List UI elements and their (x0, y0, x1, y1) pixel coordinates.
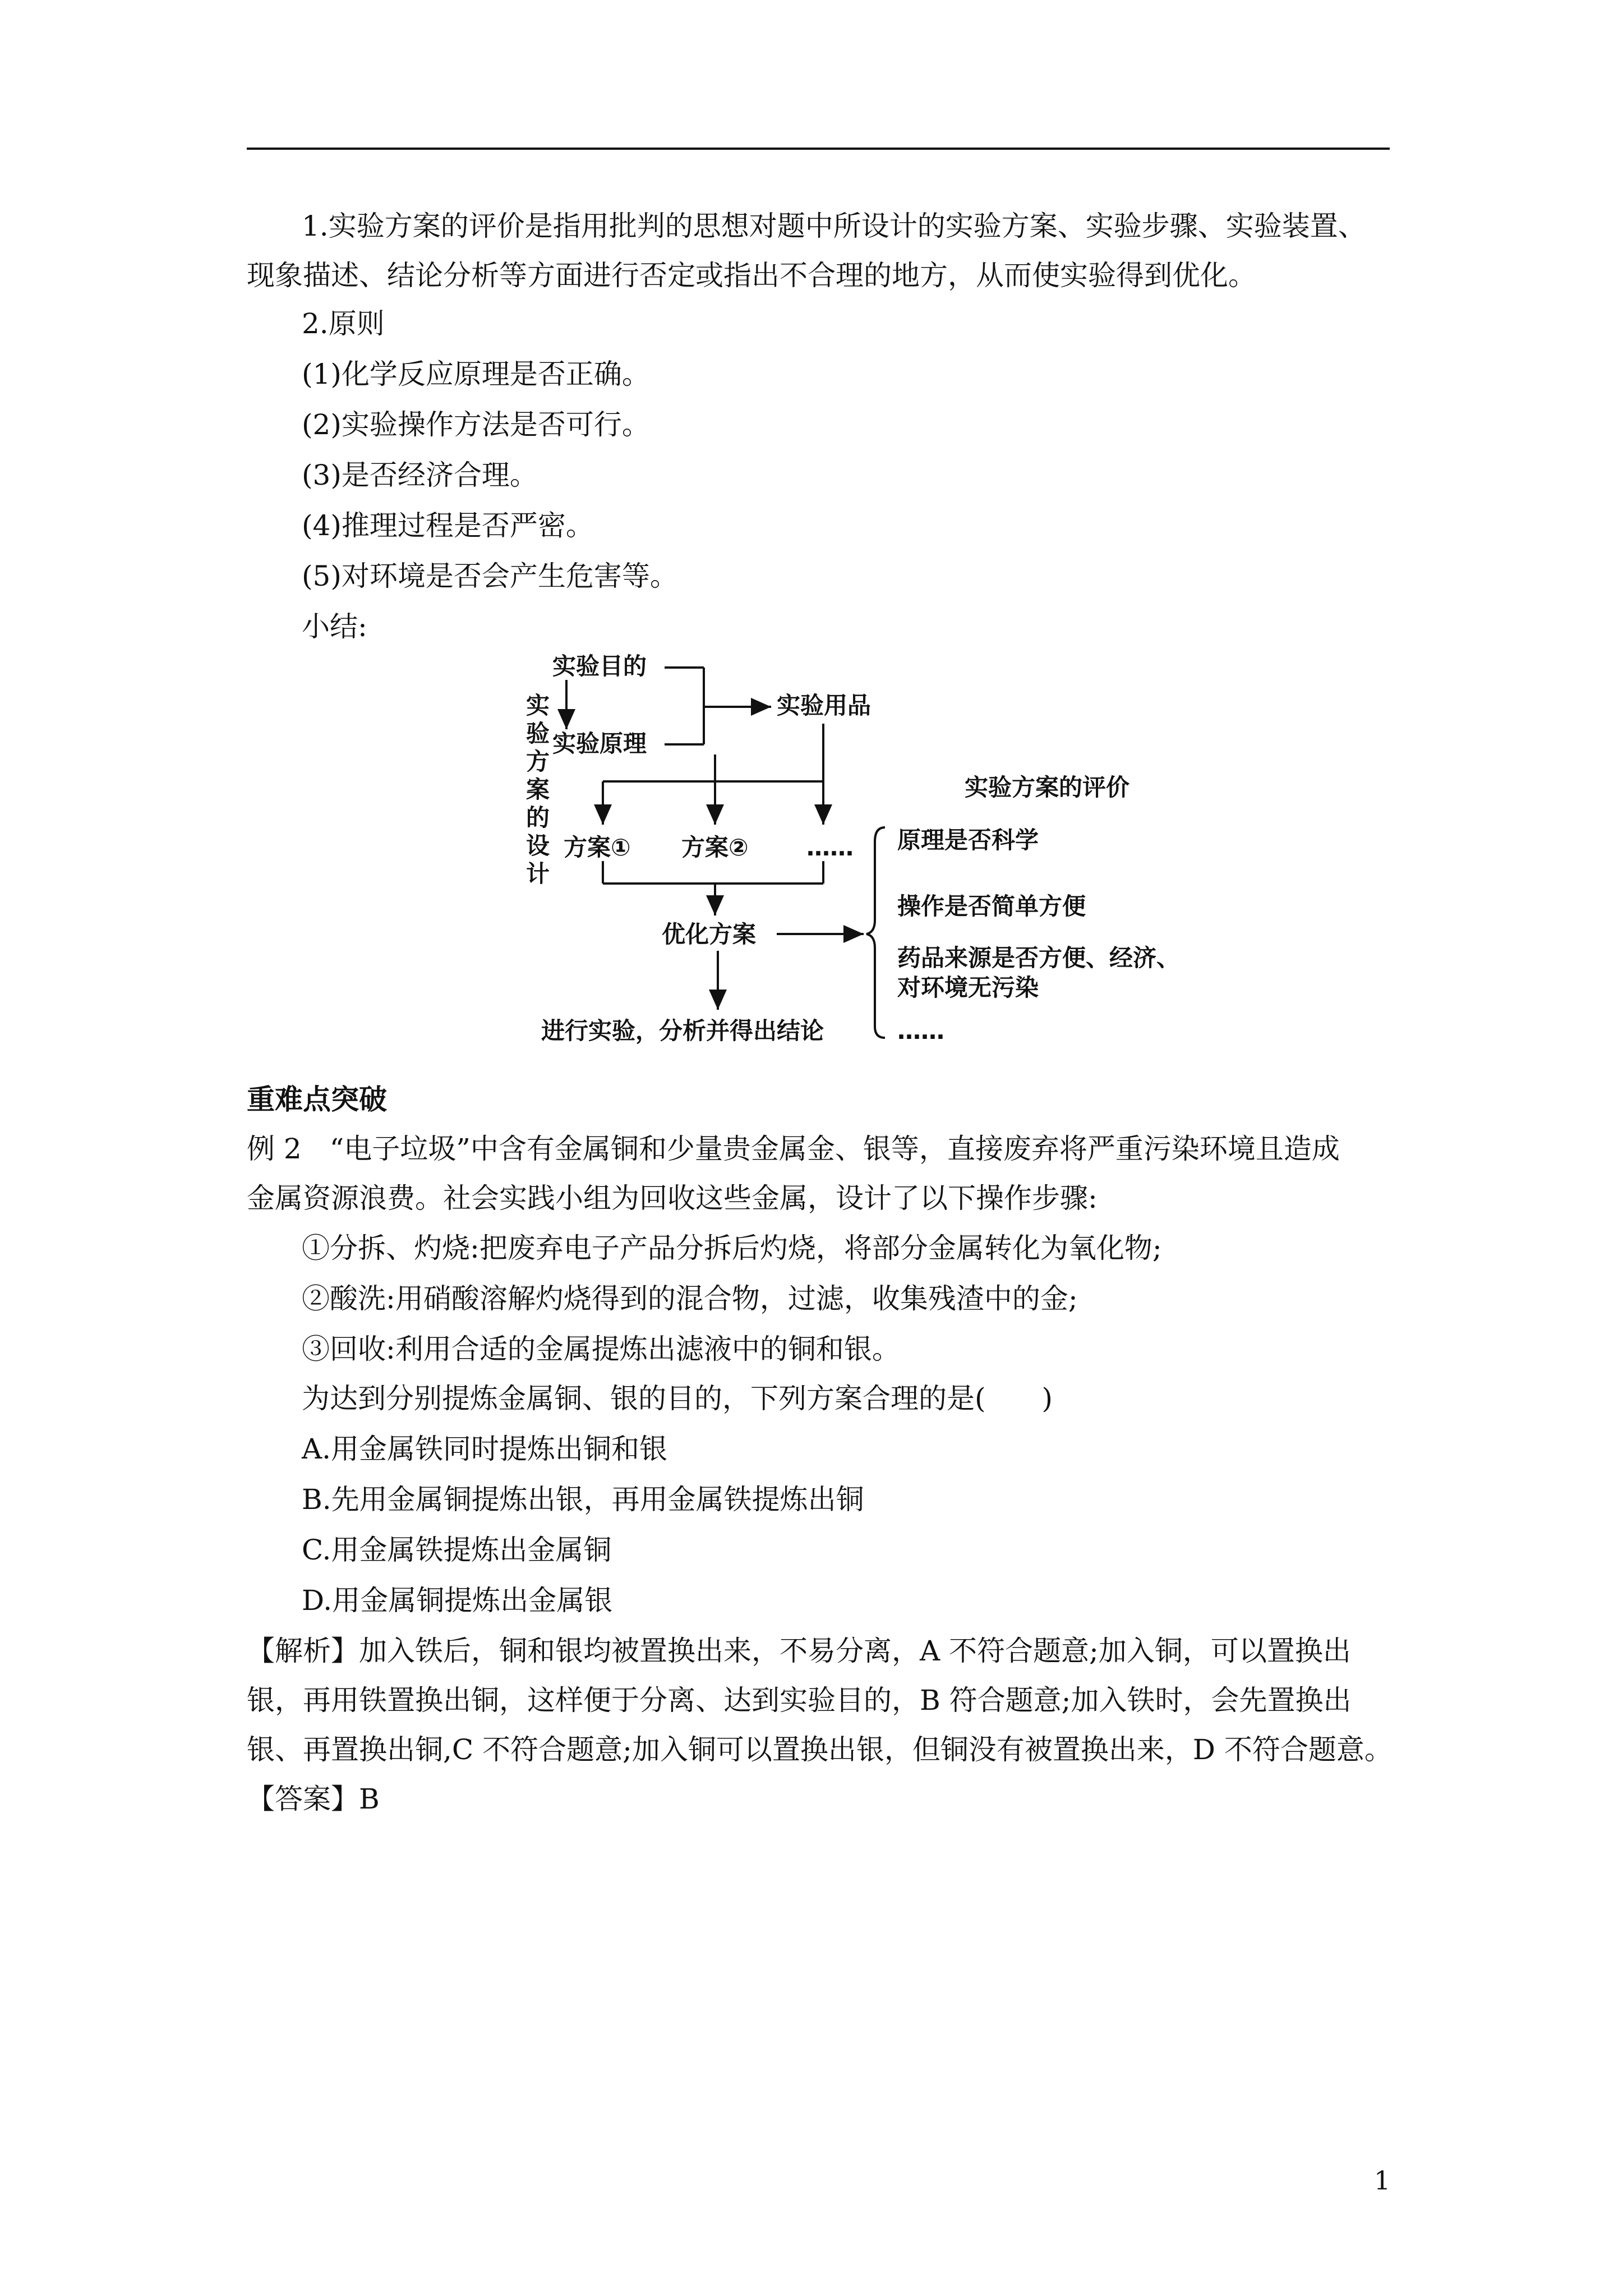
evaluation-item: 药品来源是否方便、经济、 (897, 944, 1181, 972)
definition-line-2: 现象描述、结论分析等方面进行否定或指出不合理的地方，从而使实验得到优化。 (247, 259, 1256, 292)
definition-line-1: 1.实验方案的评价是指用批判的思想对题中所设计的实验方案、实验步骤、实验装置、 (302, 210, 1366, 242)
side-label-char: 验 (526, 720, 550, 747)
option-d: D.用金属铜提炼出金属银 (302, 1584, 613, 1617)
principle-item: (4)推理过程是否严密。 (302, 509, 594, 542)
principle-item: (2)实验操作方法是否可行。 (302, 408, 650, 441)
side-label-char: 计 (526, 860, 550, 887)
analysis-line-2: 银，再用铁置换出铜，这样便于分离、达到实验目的，B 符合题意;加入铁时，会先置换出 (247, 1684, 1352, 1717)
node-conclude: 进行实验，分析并得出结论 (541, 1017, 824, 1045)
side-label-char: 案 (526, 776, 550, 803)
side-label-char: 设 (526, 832, 550, 859)
question-text: 为达到分别提炼金属铜、银的目的，下列方案合理的是( ) (302, 1382, 1053, 1415)
side-label-char: 的 (526, 804, 550, 831)
principle-item: (3)是否经济合理。 (302, 459, 538, 491)
evaluation-item: …… (897, 1017, 944, 1045)
evaluation-item: 操作是否简单方便 (897, 892, 1086, 920)
node-plan-1: 方案① (564, 834, 631, 861)
side-label-char: 方 (526, 748, 550, 775)
step-item: ①分拆、灼烧:把废弃电子产品分拆后灼烧，将部分金属转化为氧化物; (302, 1232, 1162, 1264)
side-label-char: 实 (526, 692, 550, 719)
analysis-line-3: 银、再置换出铜,C 不符合题意;加入铜可以置换出银，但铜没有被置换出来，D 不符合题意。 (247, 1733, 1393, 1766)
option-a: A.用金属铁同时提炼出铜和银 (302, 1433, 668, 1465)
node-supplies: 实验用品 (777, 692, 872, 719)
principle-item: (1)化学反应原理是否正确。 (302, 358, 650, 390)
evaluation-brace (866, 827, 885, 1038)
answer-text: 【答案】B (247, 1783, 380, 1815)
evaluation-title: 实验方案的评价 (965, 774, 1130, 801)
step-item: ③回收:利用合适的金属提炼出滤液中的铜和银。 (302, 1333, 900, 1365)
example-line-1: 例 2 “电子垃圾”中含有金属铜和少量贵金属金、银等，直接废弃将严重污染环境且造成 (247, 1133, 1340, 1165)
evaluation-item: 对环境无污染 (897, 974, 1039, 1001)
section-heading: 重难点突破 (247, 1083, 387, 1116)
analysis-line-1: 【解析】加入铁后，铜和银均被置换出来，不易分离，A 不符合题意;加入铜，可以置换出 (247, 1635, 1351, 1667)
step-item: ②酸洗:用硝酸溶解灼烧得到的混合物，过滤，收集残渣中的金; (302, 1282, 1078, 1315)
principle-item: (5)对环境是否会产生危害等。 (302, 560, 678, 592)
node-optimize: 优化方案 (662, 921, 757, 948)
evaluation-item: 原理是否科学 (897, 826, 1039, 854)
side-label-vertical (526, 692, 550, 887)
node-principle: 实验原理 (552, 730, 647, 757)
principle-title: 2.原则 (302, 307, 385, 340)
option-c: C.用金属铁提炼出金属铜 (302, 1534, 612, 1566)
experiment-design-flowchart (0, 0, 1623, 1066)
example-line-2: 金属资源浪费。社会实践小组为回收这些金属，设计了以下操作步骤: (247, 1182, 1098, 1214)
page-number: 1 (1374, 2165, 1391, 2196)
option-b: B.先用金属铜提炼出银，再用金属铁提炼出铜 (302, 1483, 864, 1516)
node-plan-more: …… (806, 834, 854, 861)
node-plan-2: 方案② (681, 834, 749, 861)
summary-label: 小结: (302, 610, 367, 643)
node-goal: 实验目的 (552, 652, 647, 680)
